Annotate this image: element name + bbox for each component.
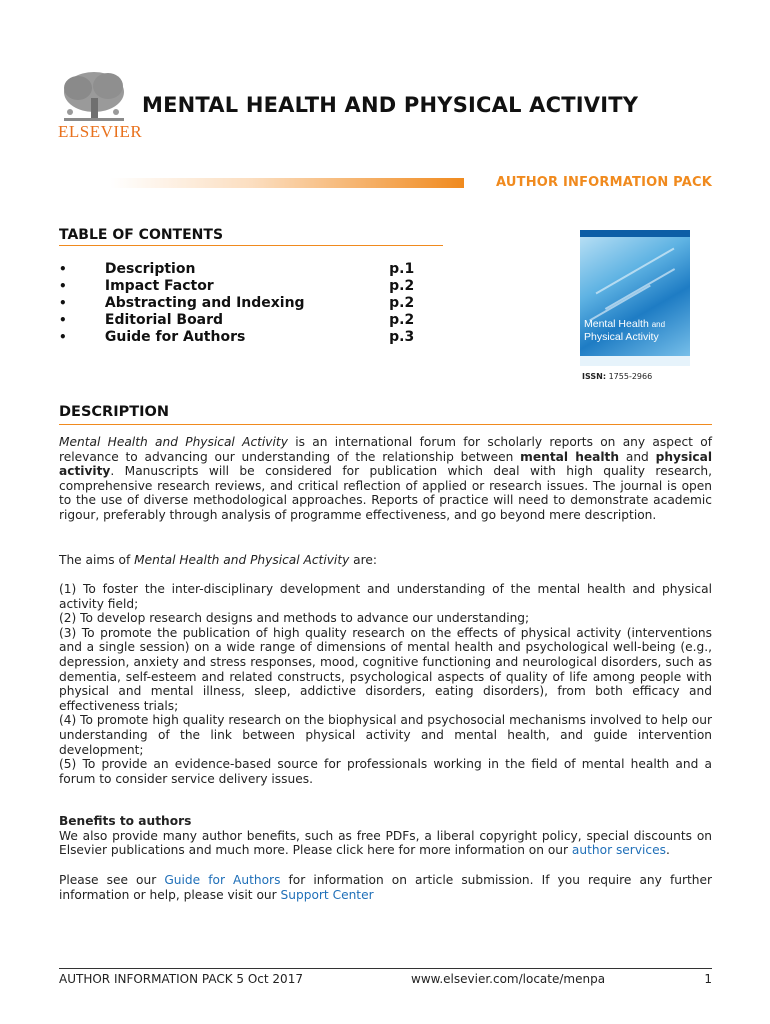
issn — [582, 372, 652, 381]
journal-title: MENTAL HEALTH AND PHYSICAL ACTIVITY — [142, 93, 639, 117]
footer-url[interactable]: www.elsevier.com/locate/menpa — [411, 972, 606, 986]
aim-item: (5) To provide an evidence-based source for professionals working in the field of mental health and a forum to consider service delivery issues. — [59, 757, 712, 786]
bullet-icon: • — [59, 279, 67, 293]
benefits-text: We also provide many author benefits, such as free PDFs, a liberal copyright policy, special discounts on Elsevier publications and much more. Please click here for more information on our — [59, 828, 712, 858]
toc-item-page: p.2 — [389, 312, 415, 328]
cover-top-bar — [580, 230, 690, 237]
pack-title: AUTHOR INFORMATION PACK — [496, 175, 712, 190]
aims-list — [59, 582, 712, 786]
footer-divider — [59, 968, 712, 969]
aim-item: (4) To promote high quality research on the biophysical and psychosocial mechanisms involved to help our understanding of the link between physical activity and mental health, and guide intervention development; — [59, 713, 712, 757]
page-number: 1 — [704, 972, 712, 986]
cover-title-line2: Physical Activity — [584, 331, 659, 343]
cover-bottom-strip — [580, 356, 690, 366]
toc-divider — [59, 245, 443, 246]
journal-cover-image — [580, 230, 690, 366]
aims-intro — [59, 553, 712, 568]
author-services-link[interactable]: author services — [571, 843, 666, 858]
benefits-section — [59, 814, 712, 858]
toc-item-abstracting-indexing[interactable] — [59, 295, 429, 312]
text-span: The aims of — [59, 553, 135, 567]
guide-paragraph — [59, 873, 712, 902]
issn-label: ISSN: — [582, 372, 607, 381]
toc-item-page: p.2 — [389, 278, 415, 294]
cover-title-line1: Mental Health — [584, 318, 649, 330]
aim-item: (2) To develop research designs and methods to advance our understanding; — [59, 611, 530, 626]
benefits-heading: Benefits to authors — [59, 814, 192, 828]
toc-item-page: p.3 — [389, 329, 415, 345]
issn-value: 1755-2966 — [608, 372, 653, 381]
aim-item: (1) To foster the inter-disciplinary development and understanding of the mental health and physical activity field; — [59, 582, 712, 611]
toc-item-label: Editorial Board — [104, 312, 224, 328]
bullet-icon: • — [59, 313, 67, 327]
aim-item: (3) To promote the publication of high quality research on the effects of physical activity (interventions and a single session) on a wide range of dimensions of mental health and psychological well-being (e.g., depression, anxiety and stress responses, mood, cognitive functioning and neurological disorders, such as dementia, self-esteem and related constructs, psychological aspects of quality of life among people with physical and mental illness, sleep, addictive disorders, eating disorders), from both efficacy and effectiveness trials; — [59, 625, 712, 713]
bold-term: physical activity — [59, 449, 712, 479]
cover-streak — [596, 248, 675, 295]
footer-left: AUTHOR INFORMATION PACK 5 Oct 2017 — [59, 972, 303, 986]
toc-heading: TABLE OF CONTENTS — [59, 227, 224, 243]
text-span: are: — [349, 553, 378, 567]
description-paragraph — [59, 435, 712, 523]
bullet-icon: • — [59, 330, 67, 344]
text-span: Please see our — [59, 873, 165, 887]
toc-item-label: Guide for Authors — [104, 329, 246, 345]
toc-item-page: p.2 — [389, 295, 415, 311]
toc-item-label: Description — [104, 261, 196, 277]
journal-name: Mental Health and Physical Activity — [134, 553, 350, 567]
header-gradient-bar — [110, 178, 464, 188]
cover-title-and: and — [651, 320, 666, 329]
description-divider — [59, 424, 712, 425]
description-heading: DESCRIPTION — [59, 404, 169, 420]
elsevier-logo — [56, 68, 143, 144]
bullet-icon: • — [59, 262, 67, 276]
text-span: . Manuscripts will be considered for publication which deal with high quality research, comprehensive research reviews, and critical reflection of applied or research issues. The journal is open to the use of diverse methodological approaches. Reports of practice will need to demonstrate academic rigour, preferably through analysis of programme effectiveness, and go beyond mere description. — [59, 464, 712, 522]
guide-for-authors-link[interactable]: Guide for Authors — [164, 873, 281, 887]
toc-item-editorial-board[interactable] — [59, 312, 429, 329]
toc-item-label: Abstracting and Indexing — [104, 295, 305, 311]
text-span: . — [665, 843, 670, 858]
toc-list — [59, 261, 429, 346]
text-span: is an international forum for scholarly reports on any aspect of relevance to advancing our understanding of the relationship between — [59, 435, 712, 464]
text-span: and — [619, 449, 656, 464]
journal-name: Mental Health and Physical Activity — [59, 435, 288, 449]
toc-item-description[interactable] — [59, 261, 429, 278]
bold-term: mental health — [520, 449, 620, 464]
publisher-wordmark: ELSEVIER — [58, 122, 143, 141]
toc-item-impact-factor[interactable] — [59, 278, 429, 295]
text-span: for information on article submission. If you require any further information or help, please visit our — [59, 873, 712, 902]
toc-item-label: Impact Factor — [104, 278, 214, 294]
cover-title — [584, 318, 665, 343]
toc-item-page: p.1 — [389, 261, 415, 277]
support-center-link[interactable]: Support Center — [280, 887, 374, 902]
tree-icon — [56, 68, 132, 126]
bullet-icon: • — [59, 296, 67, 310]
toc-item-guide-for-authors[interactable] — [59, 329, 429, 346]
